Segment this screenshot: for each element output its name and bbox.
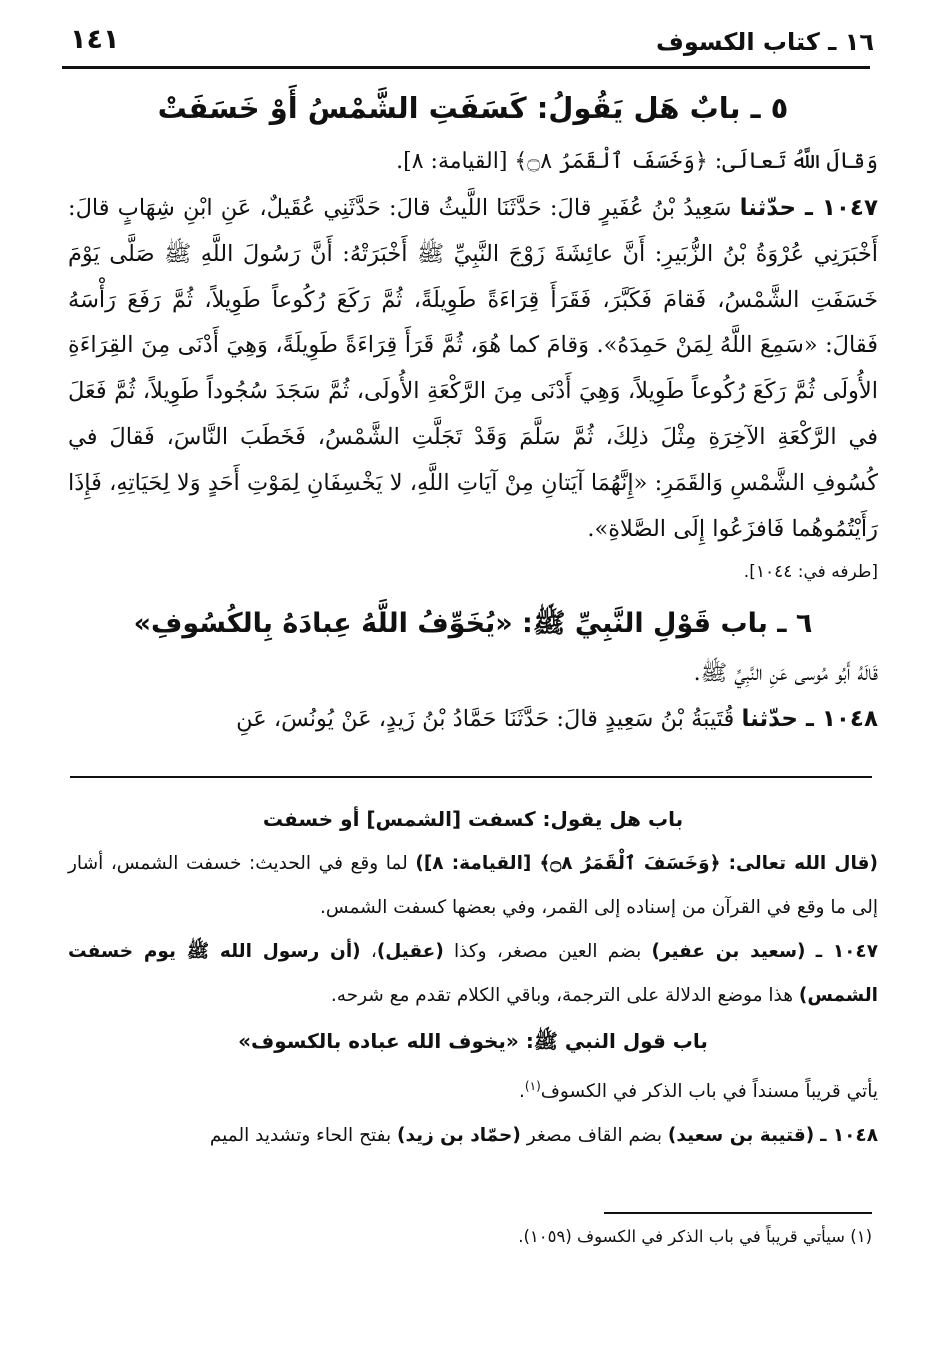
verse-line: وَقالَ اللَّهُ تَعالَى: ﴿وَخَسَفَ ٱلْقَمَرُ ۝٨﴾ [القيامة: ٨]. — [396, 149, 878, 174]
chapter-title: ٥ ـ بابٌ هَل يَقُولُ: كَسَفَتِ الشَّمْسُ أَوْ خَسَفَتْ — [157, 91, 789, 125]
running-title: ١٦ ـ كتاب الكسوف — [656, 28, 874, 56]
hadith-number: ١٠٤٧ ـ حدّثنا — [739, 195, 879, 221]
commentary-paragraph — [68, 1064, 878, 1114]
tarf-note: [طرفه في: ١٠٤٤]. — [743, 562, 878, 583]
commentary-quote: (أن رسول الله ﷺ يوم خسفت الشمس) — [68, 941, 878, 1006]
commentary-text: ، — [360, 941, 377, 962]
commentary-title: باب قول النبي ﷺ: «يخوف الله عباده بالكسوف» — [238, 1029, 708, 1053]
commentary-text: بضم القاف مصغر — [520, 1125, 668, 1147]
section-title: ٦ ـ باب قَوْلِ النَّبِيِّ ﷺ: «يُخَوِّفُ اللَّهُ عِبادَهُ بِالكُسُوفِ» — [133, 608, 813, 640]
commentary-quote: (عقيل) — [376, 941, 444, 962]
commentary-quote: (قال الله تعالى: ﴿وَخَسَفَ ٱلْقَمَرُ ۝٨﴾ [القيامة: ٨]) — [415, 853, 878, 874]
narration-line: قَالَهُ أَبُو مُوسى عَنِ النَّبِيِّ ﷺ. — [693, 661, 878, 687]
hadith-text: سَعِيدُ بْنُ عُفَيرٍ قالَ: حَدَّثَنَا اللَّيثُ قالَ: حَدَّثَنِي عُقَيلٌ، عَنِ ابْنِ شِهَابٍ قالَ: أَخْبَرَنِي عُرْوَةُ بْنُ الزُّبَيرِ: أَنَّ عائِشَةَ زَوْجَ النَّبِيِّ ﷺ أَخْبَرَتْهُ: أَنَّ رَسُولَ اللَّهِ ﷺ صَلَّى يَوْمَ خَسَفَتِ الشَّمْسُ، فَقامَ فَكَبَّرَ، فَقَرَأَ قِرَاءَةً طَوِيلَةً، ثُمَّ رَكَعَ رُكُوعاً طَوِيلاً، ثُمَّ رَفَعَ رَأْسَهُ فَقالَ: «سَمِعَ اللَّهُ لِمَنْ حَمِدَهُ». وَقامَ كما هُوَ، ثُمَّ قَرَأَ قِرَاءَةً طَوِيلَةً، وَهِيَ أَدْنَى مِنَ القِرَاءَةِ الأُولَى ثُمَّ رَكَعَ رُكُوعاً طَوِيلاً، وَهِيَ أَدْنَى مِنَ الرَّكْعَةِ الأُولَى، ثُمَّ سَجَدَ سُجُوداً طَوِيلاً، ثُمَّ فَعَلَ في الرَّكْعَةِ الآخِرَةِ مِثْلَ ذلِكَ، ثُمَّ سَلَّمَ وَقَدْ تَجَلَّتِ الشَّمْسُ، فَخَطَبَ النَّاسَ، فَقالَ في كُسُوفِ الشَّمْسِ وَالقَمَرِ: «إِنَّهُمَا آيَتانِ مِنْ آيَاتِ اللَّهِ، لا يَخْسِفَانِ لِمَوْتِ أَحَدٍ وَلا لِحَيَاتِهِ، فَإِذَا رَأَيْتُمُوهُما فَافزَعُوا إِلَى الصَّلاةِ». — [68, 195, 878, 542]
commentary-quote: (سعيد بن عفير) — [651, 941, 806, 962]
commentary-number: ١٠٤٨ ـ — [820, 1125, 878, 1147]
hadith-1047 — [68, 186, 878, 552]
commentary-title: باب هل يقول: كسفت [الشمس] أو خسفت — [262, 807, 684, 831]
hadith-text: قُتَيبَةُ بْنُ سَعِيدٍ قالَ: حَدَّثَنَا حَمَّادُ بْنُ زَيدٍ، عَنْ يُونُسَ، عَنِ — [236, 706, 735, 733]
commentary-text: بضم العين مصغر، وكذا — [443, 941, 652, 962]
commentary-text: لما وقع في الحديث: خسفت الشمس، أشار إلى ما وقع في القرآن من إسناده إلى القمر، وفي بعضها كسفت الشمس. — [68, 853, 878, 918]
commentary-text: هذا موضع الدلالة على الترجمة، وباقي الكلام تقدم مع شرحه. — [330, 985, 799, 1006]
footnote-ref[interactable]: (١) — [524, 1079, 541, 1093]
commentary-quote: (حمّاد بن زيد) — [397, 1125, 521, 1147]
commentary-paragraph — [68, 1114, 878, 1158]
footnote — [72, 1222, 872, 1252]
header-rule — [62, 66, 870, 69]
footnote-marker: (١) — [850, 1227, 872, 1246]
hadith-1048 — [68, 696, 878, 742]
page-number: ١٤١ — [70, 24, 120, 55]
commentary-text: بفتح الحاء وتشديد الميم — [209, 1125, 397, 1147]
commentary-number: ١٠٤٧ ـ — [815, 941, 879, 962]
commentary-block — [68, 796, 878, 1158]
commentary-quote: (قتيبة بن سعيد) — [667, 1125, 815, 1147]
hadith-number: ١٠٤٨ ـ حدّثنا — [741, 706, 878, 733]
footnote-rule — [604, 1212, 872, 1214]
commentary-paragraph — [68, 930, 878, 1018]
footnote-text: سيأتي قريباً في باب الذكر في الكسوف (١٠٥٩). — [518, 1227, 845, 1246]
commentary-text: . — [519, 1081, 525, 1103]
main-text — [68, 82, 878, 742]
commentary-text: يأتي قريباً مسنداً في باب الذكر في الكسوف — [540, 1081, 878, 1103]
commentary-separator — [70, 776, 872, 778]
commentary-paragraph — [68, 842, 878, 930]
